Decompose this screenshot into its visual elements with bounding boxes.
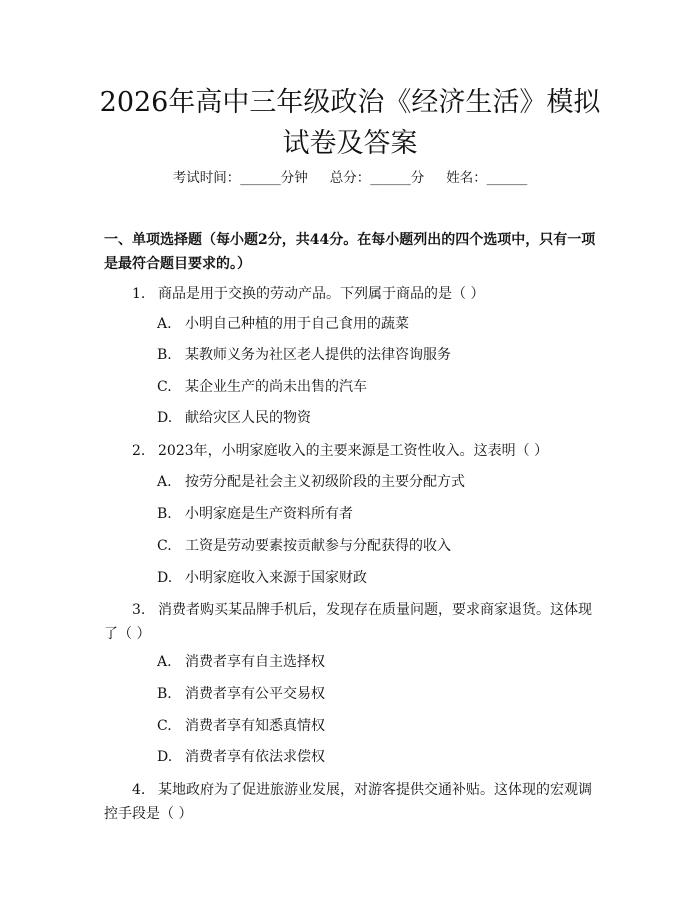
question-text: 商品是用于交换的劳动产品。下列属于商品的是（ ） [158, 286, 485, 302]
question-stem [104, 778, 604, 826]
option-letter: D. [157, 570, 173, 586]
option-text: 按劳分配是社会主义初级阶段的主要分配方式 [185, 474, 465, 490]
option-text: 消费者享有自主选择权 [185, 654, 325, 670]
question-number: 2. [132, 443, 146, 459]
option-text: 消费者享有依法求偿权 [185, 749, 325, 765]
option-text: 某企业生产的尚未出售的汽车 [185, 379, 367, 395]
answer-option [157, 344, 597, 366]
option-text: 消费者享有公平交易权 [185, 686, 325, 702]
option-letter: A. [157, 316, 172, 332]
question-number: 3. [132, 602, 146, 618]
answer-option [157, 407, 597, 429]
option-text: 某教师义务为社区老人提供的法律咨询服务 [185, 347, 451, 363]
answer-option [157, 683, 597, 705]
option-letter: D. [157, 410, 173, 426]
question-stem [104, 598, 604, 646]
question-text: 某地政府为了促进旅游业发展，对游客提供交通补贴。这体现的宏观调控手段是（ ） [104, 782, 592, 822]
option-text: 小明自己种植的用于自己食用的蔬菜 [185, 316, 409, 332]
option-letter: D. [157, 749, 173, 765]
answer-option [157, 567, 597, 589]
option-letter: A. [157, 654, 172, 670]
option-letter: C. [157, 718, 172, 734]
option-letter: B. [157, 686, 172, 702]
answer-option [157, 471, 597, 493]
answer-option [157, 746, 597, 768]
option-text: 消费者享有知悉真情权 [185, 718, 325, 734]
option-letter: B. [157, 506, 172, 522]
answer-option [157, 313, 597, 335]
question-number: 1. [132, 286, 146, 302]
exam-time-field: 考试时间：______分钟 [172, 170, 308, 186]
question-text: 消费者购买某品牌手机后，发现存在质量问题，要求商家退货。这体现了（ ） [104, 602, 592, 642]
answer-option [157, 376, 597, 398]
answer-option [157, 715, 597, 737]
option-text: 工资是劳动要素按贡献参与分配获得的收入 [185, 538, 451, 554]
answer-option [157, 503, 597, 525]
document-title: 2026年高中三年级政治《经济生活》模拟试卷及答案 [99, 87, 601, 159]
option-letter: C. [157, 538, 172, 554]
option-text: 小明家庭是生产资料所有者 [185, 506, 353, 522]
answer-option [157, 651, 597, 673]
question-stem [104, 439, 604, 463]
option-text: 小明家庭收入来源于国家财政 [185, 570, 367, 586]
total-score-field: 总分：______分 [329, 170, 425, 186]
option-text: 献给灾区人民的物资 [185, 410, 311, 426]
student-name-field: 姓名：______ [446, 170, 528, 186]
option-letter: A. [157, 474, 172, 490]
question-text: 2023年，小明家庭收入的主要来源是工资性收入。这表明（ ） [158, 443, 549, 459]
answer-option [157, 535, 597, 557]
option-letter: B. [157, 347, 172, 363]
exam-meta-line [0, 168, 700, 188]
question-number: 4. [132, 782, 146, 798]
question-stem [104, 282, 604, 306]
option-letter: C. [157, 379, 172, 395]
section-heading: 一、单项选择题（每小题2分，共44分。在每小题列出的四个选项中，只有一项是最符合题目要求的。） [104, 232, 596, 272]
